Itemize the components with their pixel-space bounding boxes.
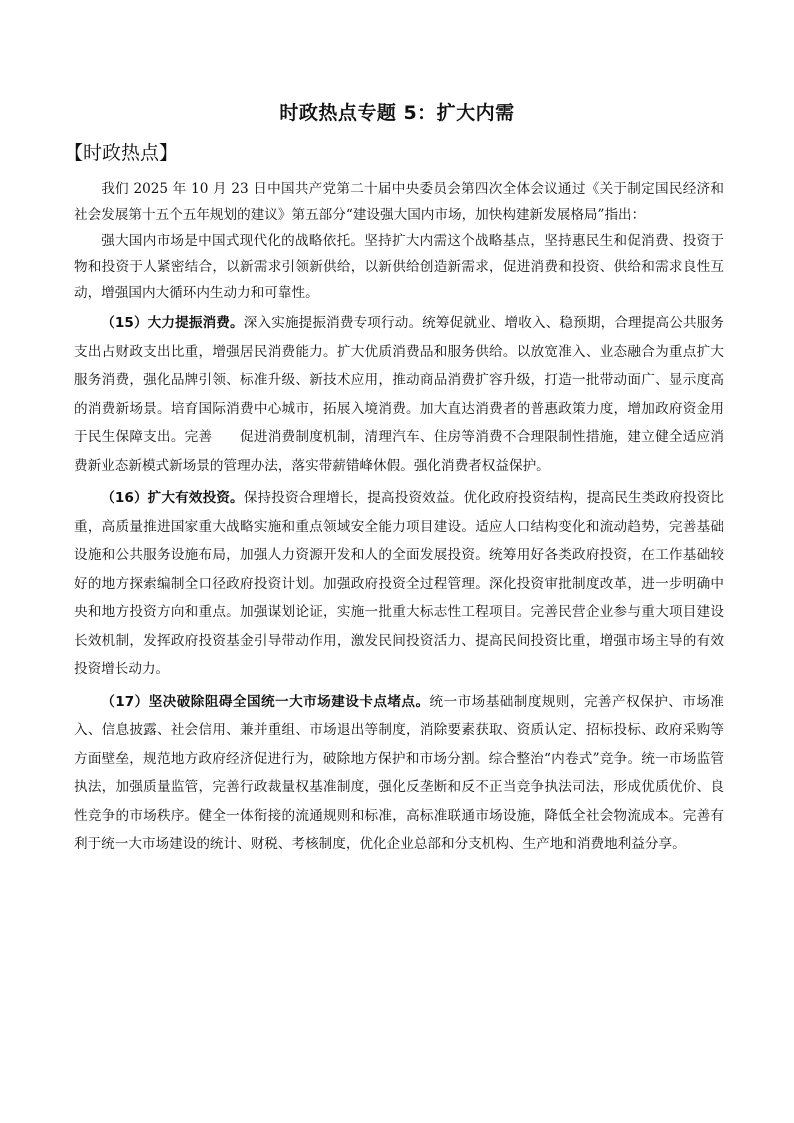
page-title: 时政热点专题 5：扩大内需	[279, 102, 515, 124]
item-text-15: 深入实施提振消费专项行动。统筹促就业、增收入、稳预期，合理提高公共服务支出占财政支出比重，增强居民消费能力。扩大优质消费品和服务供给。以放宽准入、业态融合为重点扩大服务消费，强化品牌引领、标准升级、新技术应用，推动商品消费扩容升级，打造一批带动面广、显示度高的消费新场景。培育国际消费中心城市，拓展入境消费。加大直达消费者的普惠政策力度，增加政府资金用于民生保障支出。完善 促进消费制度机制，清理汽车、住房等消费不合理限制性措施，建立健全适应消费新业态新模式新场景的管理办法，落实带薪错峰休假。强化消费者权益保护。	[74, 315, 724, 474]
document-body	[74, 176, 724, 859]
section-heading: 【时政热点】	[64, 142, 179, 164]
item-text-17: 统一市场基础制度规则，完善产权保护、市场准入、信息披露、社会信用、兼并重组、市场退出等制度，消除要素获取、资质认定、招标投标、政府采购等方面壁垒，规范地方政府经济促进行为，破除地方保护和市场分割。综合整治“内卷式”竞争。统一市场监管执法，加强质量监管，完善行政裁量权基准制度，强化反垄断和反不正当竞争执法司法，形成优质优价、良性竞争的市场秩序。健全一体衔接的流通规则和标准，高标准联通市场设施，降低全社会物流成本。完善有利于统一大市场建设的统计、财税、考核制度，优化企业总部和分支机构、生产地和消费地利益分享。	[74, 693, 725, 852]
item-paragraph-17	[74, 688, 724, 859]
item-paragraph-16	[74, 484, 724, 684]
item-lead-16: （16）扩大有效投资。	[101, 490, 244, 506]
item-lead-17: （17）坚决破除阻碍全国统一大市场建设卡点堵点。	[101, 693, 430, 710]
intro-paragraph: 我们 2025 年 10 月 23 日中国共产党第二十届中央委员会第四次全体会议通过《关于制定国民经济和社会发展第十五个五年规划的建议》第五部分“建设强大国内市场，加快构建新发展格局”指出：	[74, 181, 724, 223]
item-text-16: 保持投资合理增长，提高投资效益。优化政府投资结构，提高民生类政府投资比重，高质量推进国家重大战略实施和重点领域安全能力项目建设。适应人口结构变化和流动趋势，完善基础设施和公共服务设施布局，加强人力资源开发和人的全面发展投资。统筹用好各类政府投资，在工作基础较好的地方探索编制全口径政府投资计划。加强政府投资全过程管理。深化投资审批制度改革，进一步明确中央和地方投资方向和重点。加强谋划论证，实施一批重大标志性工程项目。完善民营企业参与重大项目建设长效机制，发挥政府投资基金引导带动作用，激发民间投资活力、提高民间投资比重，增强市场主导的有效投资增长动力。	[74, 490, 724, 677]
item-lead-15: （15）大力提振消费。	[101, 315, 244, 331]
item-paragraph-15	[74, 309, 724, 480]
overview-paragraph: 强大国内市场是中国式现代化的战略依托。坚持扩大内需这个战略基点，坚持惠民生和促消费、投资于物和投资于人紧密结合，以新需求引领新供给，以新供给创造新需求，促进消费和投资、供给和需求良性互动，增强国内大循环内生动力和可靠性。	[74, 233, 724, 301]
